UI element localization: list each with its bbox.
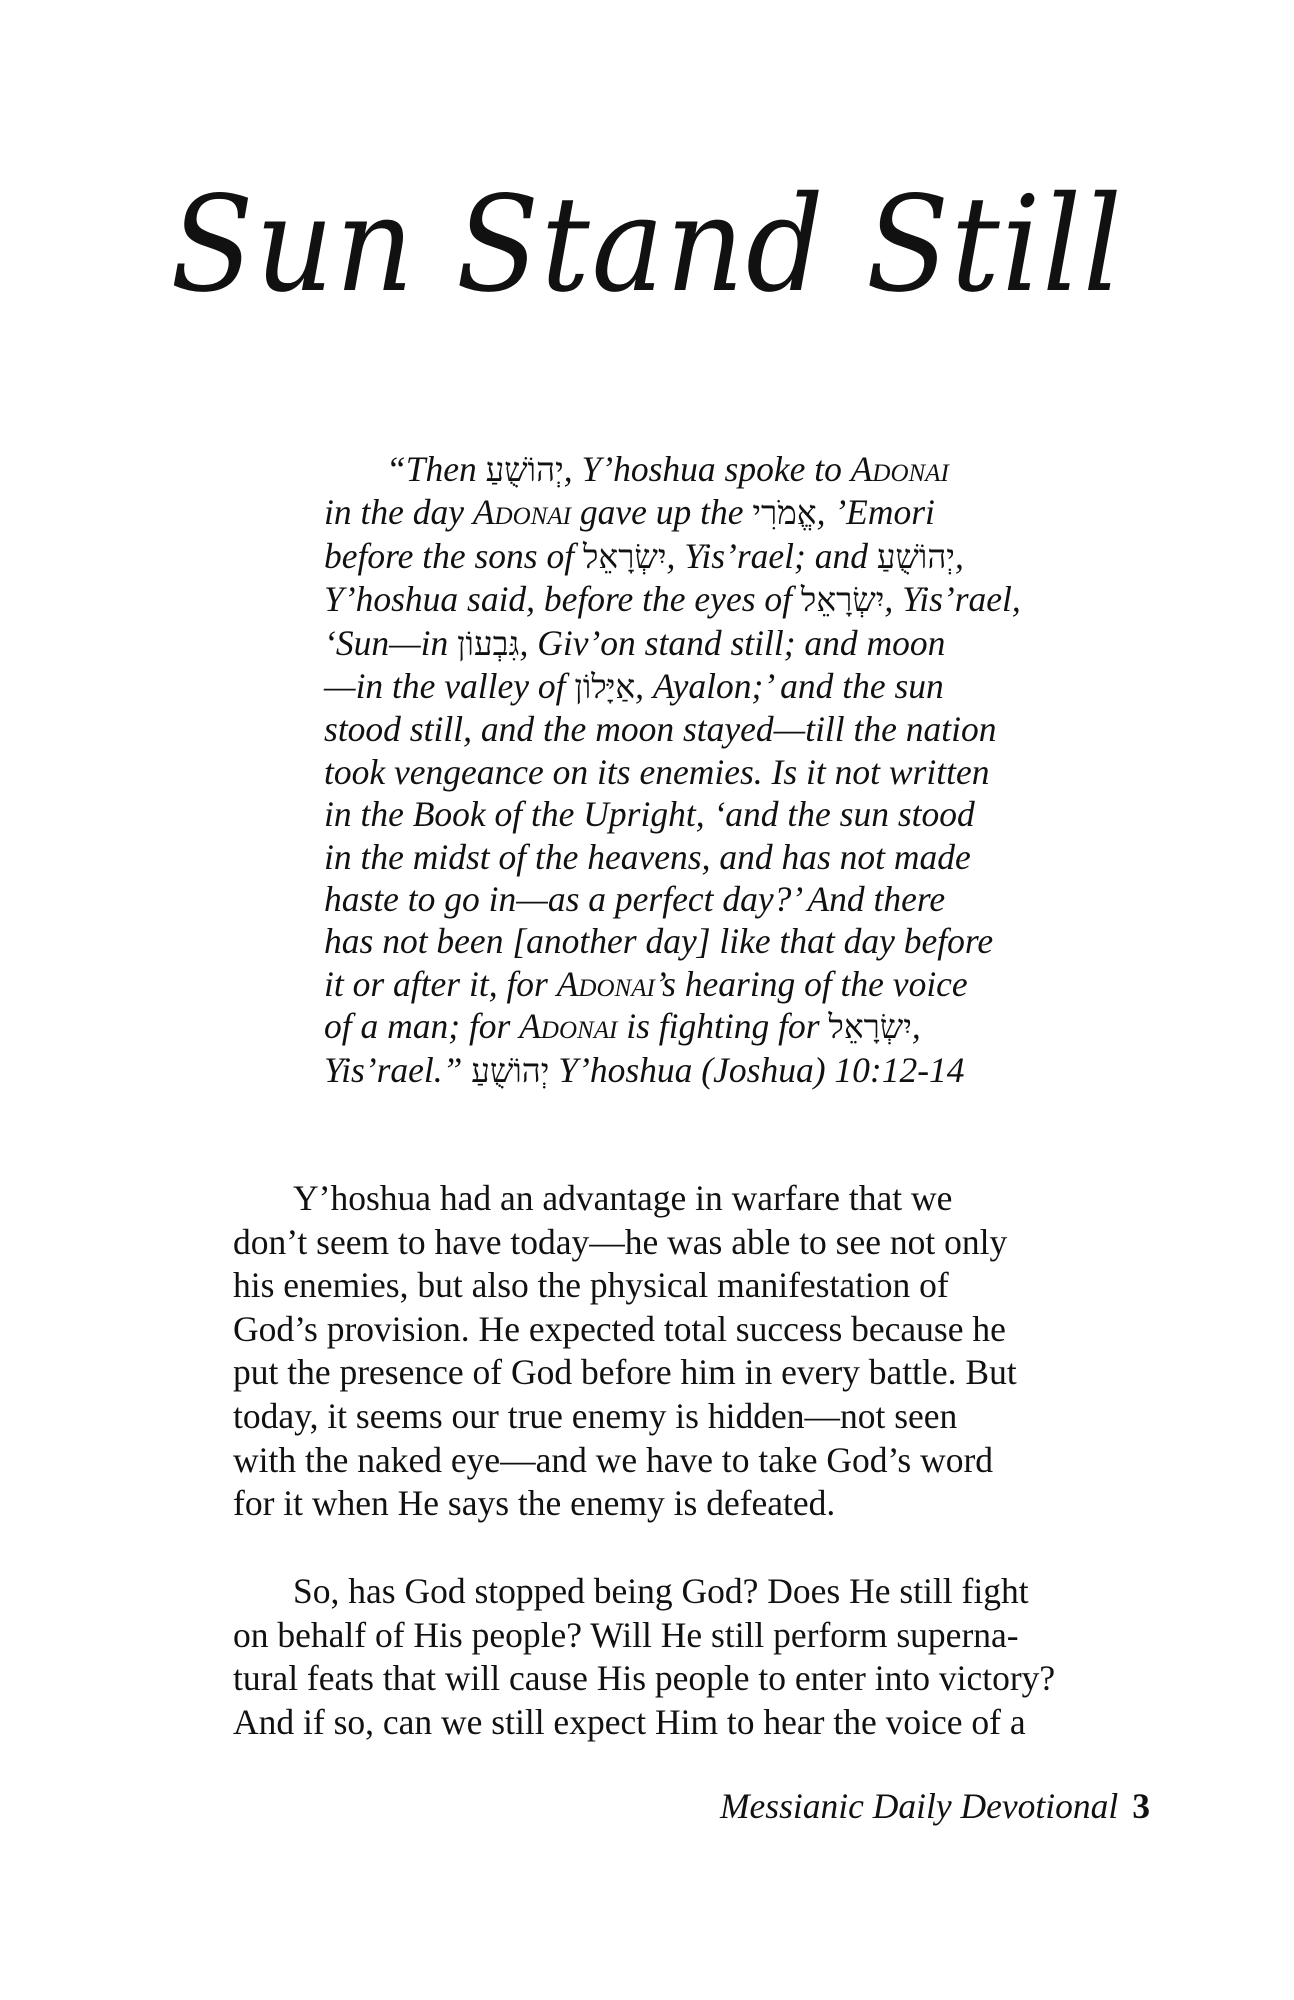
hebrew-word: יְהוֹשֻׁעַ bbox=[485, 450, 564, 489]
quote-text: , bbox=[911, 1006, 921, 1047]
body-paragraph-2 bbox=[233, 1570, 1113, 1744]
quote-line bbox=[324, 920, 1044, 962]
quote-text: haste to go in—as a perfect day?’ And there bbox=[324, 879, 946, 920]
footer-book-title: Messianic Daily Devotional bbox=[719, 1786, 1119, 1826]
quote-text: it or after it, for bbox=[324, 963, 557, 1004]
hebrew-word: יִשְׂרָאֵל bbox=[583, 536, 667, 576]
page-number: 3 bbox=[1132, 1786, 1150, 1826]
quote-text: gave up the bbox=[570, 492, 753, 533]
quote-text: “Then bbox=[386, 449, 486, 489]
quote-text: , Y’hoshua spoke to bbox=[563, 449, 851, 489]
quote-line bbox=[324, 578, 1044, 621]
paragraph-line: tural feats that will cause His people to enter into victory? bbox=[233, 1658, 1056, 1699]
quote-text: stood still, and the moon stayed—till the nation bbox=[324, 709, 997, 750]
paragraph-line: today, it seems our true enemy is hidden—not seen bbox=[233, 1395, 958, 1436]
quote-text: has not been [another day] like that day before bbox=[324, 921, 994, 962]
quote-text: , Yis’rael, bbox=[884, 579, 1021, 620]
body-paragraph-1 bbox=[233, 1177, 1113, 1526]
quote-text: Yis’rael.” bbox=[324, 1049, 472, 1090]
hebrew-word: יִשְׂרָאֵל bbox=[800, 580, 885, 620]
quote-text: , Yis’rael; and bbox=[666, 535, 877, 576]
page-title: Sun Stand Still bbox=[170, 168, 1124, 322]
quote-text: is fighting for bbox=[617, 1006, 829, 1047]
paragraph-line: for it when He says the enemy is defeated. bbox=[233, 1483, 836, 1524]
paragraph-line: put the presence of God before him in every battle. But bbox=[233, 1352, 1017, 1393]
quote-line bbox=[324, 448, 1044, 491]
quote-text: Y’hoshua said, before the eyes of bbox=[324, 579, 801, 620]
paragraph-line: don’t seem to have today—he was able to see not only bbox=[233, 1221, 1008, 1262]
quote-line bbox=[324, 793, 1044, 835]
quote-line bbox=[324, 491, 1044, 534]
divine-name: Adonai bbox=[556, 963, 655, 1004]
quote-line bbox=[324, 622, 1044, 665]
paragraph-line: on behalf of His people? Will He still perform superna- bbox=[233, 1614, 1019, 1655]
quote-line bbox=[324, 665, 1044, 708]
quote-text: before the sons of bbox=[324, 535, 583, 576]
quote-text: , Ayalon;’ and the sun bbox=[635, 666, 944, 707]
quote-text: of a man; for bbox=[324, 1006, 520, 1047]
paragraph-line: So, has God stopped being God? Does He still fight bbox=[293, 1571, 1029, 1611]
quote-line bbox=[324, 1005, 1044, 1048]
quote-line bbox=[324, 751, 1044, 793]
quote-line bbox=[324, 1049, 1044, 1092]
hebrew-word: יִשְׂרָאֵל bbox=[828, 1007, 912, 1047]
paragraph-line: God’s provision. He expected total success because he bbox=[233, 1308, 1006, 1349]
quote-text: , ’Emori bbox=[816, 492, 935, 533]
paragraph-line: with the naked eye—and we have to take God’s word bbox=[233, 1439, 994, 1480]
quote-line bbox=[324, 836, 1044, 878]
quote-text: , bbox=[954, 535, 964, 576]
divine-name: Adonai bbox=[850, 449, 949, 489]
hebrew-word: אֱמֹרִי bbox=[752, 493, 817, 533]
hebrew-word: יְהוֹשֻׁעַ bbox=[876, 536, 955, 576]
quote-line bbox=[324, 535, 1044, 578]
quote-text: in the day bbox=[324, 492, 473, 533]
paragraph-line: And if so, can we still expect Him to hear the voice of a bbox=[233, 1701, 1026, 1742]
scripture-quote bbox=[324, 448, 1044, 1092]
quote-text: in the midst of the heavens, and has not made bbox=[324, 836, 971, 877]
hebrew-word: יְהוֹשֻׁעַ bbox=[471, 1050, 550, 1090]
hebrew-word: אַיָּלוֹן bbox=[574, 667, 636, 707]
quote-text: ‘Sun—in bbox=[324, 622, 458, 663]
quote-text: , Giv’on stand still; and moon bbox=[519, 622, 946, 663]
hebrew-word: גִּבְעוֹן bbox=[457, 623, 520, 663]
paragraph-line: his enemies, but also the physical manifestation of bbox=[233, 1265, 949, 1306]
quote-line bbox=[324, 878, 1044, 920]
quote-text: —in the valley of bbox=[324, 666, 575, 707]
page-footer bbox=[690, 1784, 1150, 1828]
quote-text: Y’hoshua (Joshua) 10:12-14 bbox=[549, 1049, 965, 1090]
quote-line bbox=[324, 963, 1044, 1005]
quote-text: took vengeance on its enemies. Is it not written bbox=[324, 751, 990, 792]
quote-text: ’s hearing of the voice bbox=[654, 963, 968, 1004]
divine-name: Adonai bbox=[519, 1006, 618, 1047]
quote-line bbox=[324, 708, 1044, 750]
quote-text: in the Book of the Upright, ‘and the sun stood bbox=[324, 794, 975, 835]
divine-name: Adonai bbox=[472, 492, 571, 533]
paragraph-line: Y’hoshua had an advantage in warfare that we bbox=[293, 1178, 953, 1218]
